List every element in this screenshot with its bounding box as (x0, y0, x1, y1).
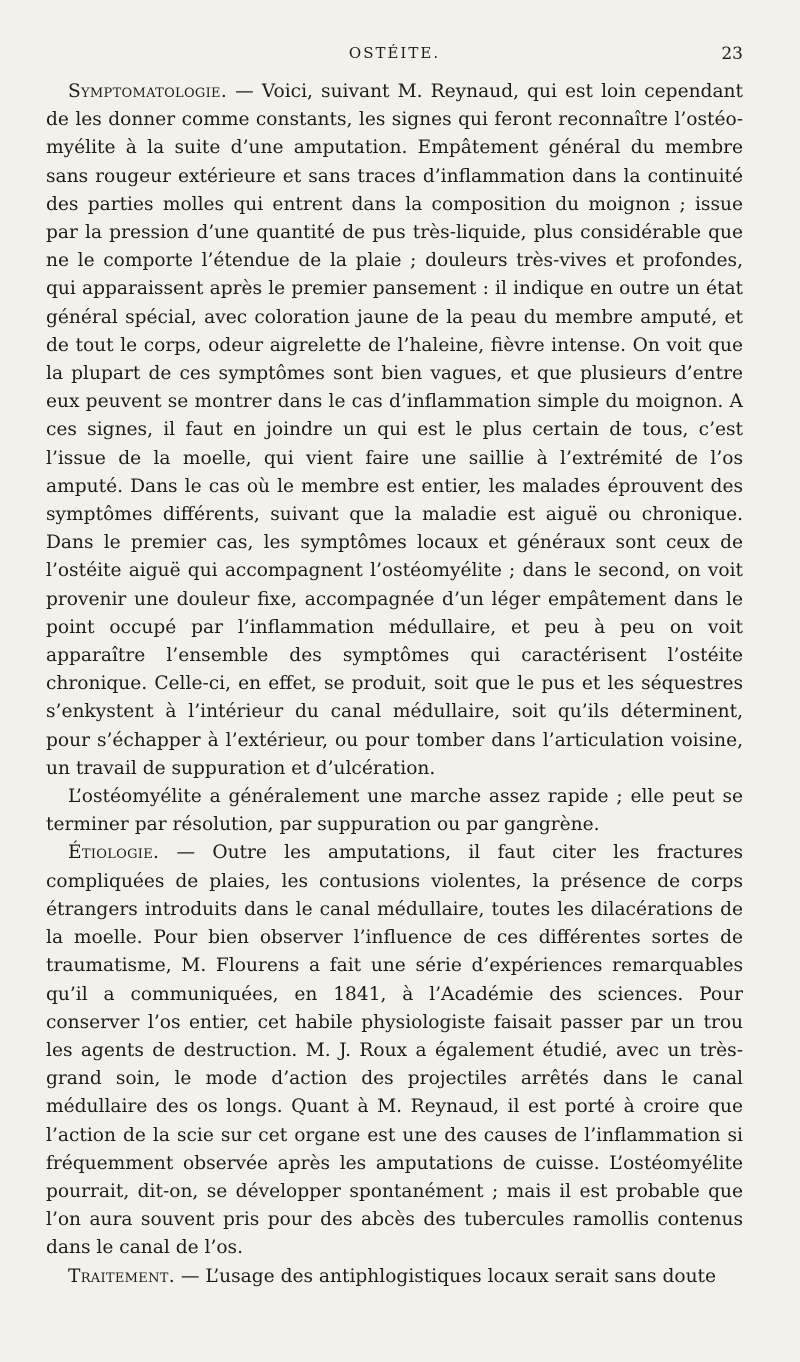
paragraph-text: L’ostéomyélite a généralement une marche assez rapide ; elle peut se terminer par résolution, par suppuration ou par gangrène. (46, 786, 743, 836)
section-lead-etiologie: Étiologie. (68, 842, 160, 864)
running-head (46, 44, 743, 68)
paragraph-traitement (46, 1263, 743, 1291)
running-title: OSTÉITE. (348, 44, 441, 62)
paragraph-etiologie (46, 839, 743, 1262)
paragraph-marche (46, 783, 743, 839)
section-lead-symptomatologie: Symptomatologie. (68, 81, 228, 102)
paragraph-text: — Outre les amputations, il faut citer les fractures compliquées de plaies, les contusions violentes, la présence de corps étrangers introduits dans le canal médullaire, toutes les dilacérations de la moelle. Pour bien observer l’influence de ces différentes sortes de traumatisme, M. Flourens a fait une série d’expériences remarquables qu’il a communiquées, en 1841, à l’Académie des sciences. Pour conserver l’os entier, cet habile physiologiste faisait passer par un trou les agents de destruction. M. J. Roux a également étudié, avec un très-grand soin, le mode d’action des projectiles arrêtés dans le canal médullaire des os longs. Quant à M. Reynaud, il est porté à croire que l’action de la scie sur cet organe est une des causes de l’inflammation si fréquemment observée après les amputations de cuisse. L’ostéomyélite pourrait, dit-on, se développer spontanément ; mais il est probable que l’on aura souvent pris pour des abcès des tubercules ramollis contenus dans le canal de l’os. (46, 842, 743, 1259)
paragraph-text: — Voici, suivant M. Reynaud, qui est loin cependant de les donner comme constants, les signes qui feront reconnaître l’ostéo-myélite à la suite d’une amputation. Empâtement général du membre sans rougeur extérieure et sans traces d’inflammation dans la continuité des parties molles qui entrent dans la composition du moignon ; issue par la pression d’une quantité de pus très-liquide, plus considérable que ne le comporte l’étendue de la plaie ; douleurs très-vives et profondes, qui apparaissent après le premier pansement : il indique en outre un état général spécial, avec coloration jaune de la peau du membre amputé, et de tout le corps, odeur aigrelette de l’haleine, fièvre intense. On voit que la plupart de ces symptômes sont bien vagues, et que plusieurs d’entre eux peuvent se montrer dans le cas d’inflammation simple du moignon. A ces signes, il faut en joindre un qui est le plus certain de tous, c’est l’issue de la moelle, qui vient faire une saillie à l’extrémité de l’os amputé. Dans le cas où le membre est entier, les malades éprouvent des symptômes différents, suivant que la maladie est aiguë ou chronique. Dans le premier cas, les symptômes locaux et généraux sont ceux de l’ostéite aiguë qui accompagnent l’ostéomyélite ; dans le second, on voit provenir une douleur fixe, accompagnée d’un léger empâtement dans le point occupé par l’inflammation médullaire, et peu à peu on voit apparaître l’ensemble des symptômes qui caractérisent l’ostéite chronique. Celle-ci, en effet, se produit, soit que le pus et les séquestres s’enkystent à l’intérieur du canal médullaire, soit qu’ils déterminent, pour s’échapper à l’extérieur, ou pour tomber dans l’articulation voisine, un travail de suppuration et d’ulcération. (46, 81, 743, 779)
section-lead-traitement: Traitement. (68, 1265, 175, 1287)
paragraph-symptomatologie (46, 78, 743, 783)
page-number: 23 (721, 44, 743, 64)
paragraph-text: — L’usage des antiphlogistiques locaux serait sans doute (174, 1265, 717, 1287)
body-text (46, 78, 743, 1291)
